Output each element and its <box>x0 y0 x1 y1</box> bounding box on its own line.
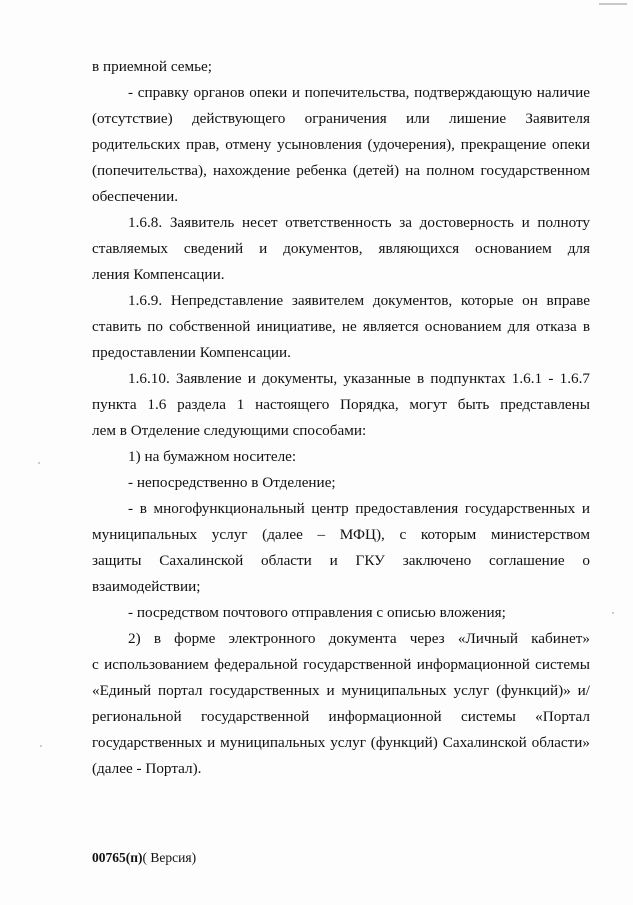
document-version: ( Версия) <box>142 850 197 865</box>
paragraph <box>92 470 590 496</box>
text-line: 1.6.9. Непредставление заявителем документов, которые он вправе <box>128 292 590 309</box>
text-line: (далее - Портал). <box>92 760 202 777</box>
text-line: муниципальных услуг (далее – МФЦ), с которым министерством <box>92 526 590 543</box>
text-line: взаимодействии; <box>92 578 201 595</box>
paragraph <box>92 444 590 470</box>
text-line: предоставлении Компенсации. <box>92 344 291 361</box>
document-code: 00765(п) <box>92 850 143 865</box>
text-line: пункта 1.6 раздела 1 настоящего Порядка, могут быть представлены <box>92 396 590 413</box>
text-line: лем в Отделение следующими способами: <box>92 422 367 439</box>
text-line: ставляемых сведений и документов, являющихся основанием для <box>92 240 590 257</box>
paragraph <box>92 496 590 600</box>
paragraph <box>92 288 590 366</box>
text-line: родительских прав, отмену усыновления (удочерения), прекращение опеки <box>92 136 590 153</box>
text-line: «Единый портал государственных и муниципальных услуг (функций)» и/ <box>92 682 590 699</box>
text-line: - в многофункциональный центр предоставления государственных и <box>128 500 590 517</box>
paragraph <box>92 210 590 288</box>
document-body <box>92 54 590 782</box>
scan-speck <box>38 462 40 464</box>
scan-speck <box>612 612 614 614</box>
text-line: ставить по собственной инициативе, не является основанием для отказа в <box>92 318 590 335</box>
text-line: в приемной семье; <box>92 58 212 75</box>
text-line: 1.6.8. Заявитель несет ответственность за достоверность и полноту <box>128 214 590 231</box>
document-footer <box>92 850 196 866</box>
text-line: с использованием федеральной государственной информационной системы <box>92 656 590 673</box>
text-line: обеспечении. <box>92 188 179 205</box>
scan-artifact <box>599 3 627 5</box>
text-line: 1) на бумажном носителе: <box>128 448 297 465</box>
scan-speck <box>40 745 42 747</box>
text-line: защиты Сахалинской области и ГКУ заключено соглашение о <box>92 552 590 569</box>
paragraph <box>92 366 590 444</box>
text-line: ления Компенсации. <box>92 266 225 283</box>
paragraph <box>92 626 590 782</box>
text-line: - посредством почтового отправления с описью вложения; <box>128 604 506 621</box>
text-line: - непосредственно в Отделение; <box>128 474 336 491</box>
paragraph <box>92 600 590 626</box>
text-line: (отсутствие) действующего ограничения или лишение Заявителя <box>92 110 590 127</box>
paragraph <box>92 80 590 210</box>
paragraph <box>92 54 590 80</box>
text-line: государственных и муниципальных услуг (функций) Сахалинской области» <box>92 734 590 751</box>
text-line: региональной государственной информационной системы «Портал <box>92 708 590 725</box>
text-line: 2) в форме электронного документа через «Личный кабинет» <box>128 630 590 647</box>
text-line: 1.6.10. Заявление и документы, указанные в подпунктах 1.6.1 - 1.6.7 <box>128 370 590 387</box>
text-line: - справку органов опеки и попечительства, подтверждающую наличие <box>128 84 590 101</box>
text-line: (попечительства), нахождение ребенка (детей) на полном государственном <box>92 162 590 179</box>
